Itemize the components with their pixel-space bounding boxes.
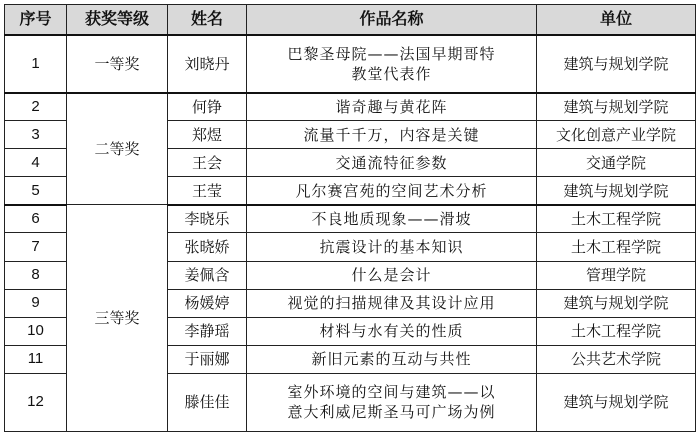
row-index: 9: [5, 289, 67, 317]
row-index: 7: [5, 233, 67, 261]
row-work: 流量千千万，内容是关键: [247, 121, 537, 149]
row-work-line: 巴黎圣母院——法国早期哥特: [287, 44, 496, 63]
row-name: 何铮: [168, 93, 247, 121]
row-unit: 建筑与规划学院: [537, 289, 696, 317]
header-unit: 单位: [537, 5, 696, 35]
row-index: 1: [5, 35, 67, 93]
row-index: 11: [5, 345, 67, 373]
row-name: 李静瑶: [168, 317, 247, 345]
row-work: 什么是会计: [247, 261, 537, 289]
row-index: 2: [5, 93, 67, 121]
row-work: 视觉的扫描规律及其设计应用: [247, 289, 537, 317]
row-unit: 文化创意产业学院: [537, 121, 696, 149]
row-work: 新旧元素的互动与共性: [247, 345, 537, 373]
row-name: 王会: [168, 149, 247, 177]
row-unit: 土木工程学院: [537, 205, 696, 233]
row-work: 交通流特征参数: [247, 149, 537, 177]
row-name: 李晓乐: [168, 205, 247, 233]
row-index: 12: [5, 373, 67, 431]
row-unit: 建筑与规划学院: [537, 373, 696, 431]
row-index: 3: [5, 121, 67, 149]
row-name: 张晓娇: [168, 233, 247, 261]
row-work: 不良地质现象——滑坡: [247, 205, 537, 233]
table-row: [5, 93, 696, 121]
row-work-line: 教堂代表作: [351, 64, 432, 83]
row-name: 郑煜: [168, 121, 247, 149]
row-work: [247, 373, 537, 431]
row-name: 王莹: [168, 177, 247, 205]
row-work: 凡尔赛宫苑的空间艺术分析: [247, 177, 537, 205]
header-work: 作品名称: [247, 5, 537, 35]
row-index: 5: [5, 177, 67, 205]
row-unit: 土木工程学院: [537, 233, 696, 261]
row-unit: 公共艺术学院: [537, 345, 696, 373]
row-work: 材料与水有关的性质: [247, 317, 537, 345]
row-unit: 建筑与规划学院: [537, 35, 696, 93]
row-name: 姜佩含: [168, 261, 247, 289]
row-unit: 管理学院: [537, 261, 696, 289]
row-index: 6: [5, 205, 67, 233]
awards-table: [4, 4, 696, 432]
row-unit: 建筑与规划学院: [537, 93, 696, 121]
row-index: 10: [5, 317, 67, 345]
row-unit: 交通学院: [537, 149, 696, 177]
row-name: 于丽娜: [168, 345, 247, 373]
row-index: 4: [5, 149, 67, 177]
row-name: 滕佳佳: [168, 373, 247, 431]
header-name: 姓名: [168, 5, 247, 35]
row-index: 8: [5, 261, 67, 289]
row-work: 谐奇趣与黄花阵: [247, 93, 537, 121]
level-second: 二等奖: [67, 93, 168, 205]
level-first: 一等奖: [67, 35, 168, 93]
header-index: 序号: [5, 5, 67, 35]
table-row: [5, 205, 696, 233]
table-row: [5, 35, 696, 93]
level-third: 三等奖: [67, 205, 168, 432]
row-work: [247, 35, 537, 93]
row-unit: 土木工程学院: [537, 317, 696, 345]
header-level: 获奖等级: [67, 5, 168, 35]
row-name: 杨媛婷: [168, 289, 247, 317]
row-work-line: 室外环境的空间与建筑——以: [287, 383, 496, 402]
row-unit: 建筑与规划学院: [537, 177, 696, 205]
row-work-line: 意大利威尼斯圣马可广场为例: [287, 403, 496, 422]
row-work: 抗震设计的基本知识: [247, 233, 537, 261]
row-name: 刘晓丹: [168, 35, 247, 93]
header-row: [5, 5, 696, 35]
